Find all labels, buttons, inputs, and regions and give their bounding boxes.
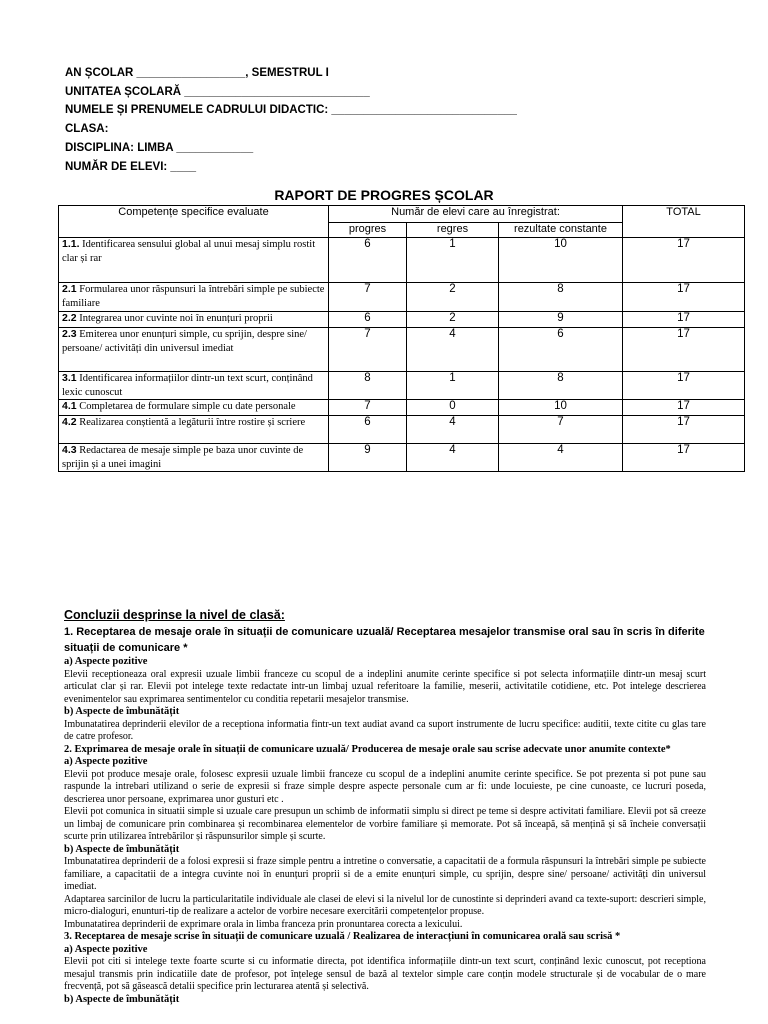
total-cell: 17: [623, 283, 745, 312]
regress-cell: 4: [407, 416, 499, 444]
report-title: RAPORT DE PROGRES ȘCOLAR: [274, 187, 494, 203]
constant-column-header: rezultate constante: [499, 223, 623, 238]
regress-cell: 4: [407, 444, 499, 472]
section-3-title: 3. Receptarea de mesaje scrise în situații de comunicare uzuală / Realizarea de interacțiuni în comunicarea orală sau scrisă *: [64, 931, 621, 942]
competence-code: 3.1: [62, 372, 77, 384]
section-2-positive-heading: a) Aspecte pozitive: [64, 756, 148, 767]
competence-code: 1.1.: [62, 238, 80, 250]
table-row: [59, 312, 745, 328]
competence-code: 2.3: [62, 328, 77, 340]
school-year-line: AN ȘCOLAR _________________, SEMESTRUL I: [65, 67, 329, 79]
conclusions-heading: Concluzii desprinse la nivel de clasă:: [64, 608, 285, 622]
discipline-line: DISCIPLINA: LIMBA ____________: [65, 141, 254, 154]
competence-cell: [59, 372, 329, 400]
progress-cell: 7: [329, 400, 407, 416]
section-2-positive-text: Elevii pot produce mesaje orale, folosesc expresii uzuale limbii franceze cu scopul de a indeplini anumite cerinte specifice. Se pot prezenta si pot pune sau raspunde la intrebari utilizand o serie de expresii si fraze simple despre aspecte personale cum ar fi: unde locuieste, pe cine cunoaste, ce lucruri poseda, descrierea unor persoane, exprimarea unor gusturi etc .: [64, 768, 706, 805]
table-row: [59, 238, 745, 283]
constant-cell: 7: [499, 416, 623, 444]
table-row: [59, 328, 745, 372]
progress-table: [58, 205, 745, 472]
competence-text: Identificarea informațiilor dintr-un text scurt, conținând lexic cunoscut: [62, 373, 313, 398]
constant-cell: 8: [499, 372, 623, 400]
section-1-positive-heading: a) Aspecte pozitive: [64, 656, 148, 667]
competence-code: 2.1: [62, 283, 77, 295]
progress-cell: 7: [329, 328, 407, 372]
total-cell: 17: [623, 444, 745, 472]
progress-cell: 8: [329, 372, 407, 400]
table-row: [59, 444, 745, 472]
student-count-group-header: Număr de elevi care au înregistrat:: [329, 206, 623, 223]
total-cell: 17: [623, 372, 745, 400]
progress-cell: 6: [329, 238, 407, 283]
total-cell: 17: [623, 400, 745, 416]
competence-cell: [59, 238, 329, 283]
competence-code: 2.2: [62, 312, 77, 324]
section-1-title: 1. Receptarea de mesaje orale în situații de comunicare uzuală/ Receptarea mesajelor transmise oral sau în scris în diferite situații de comunicare *: [64, 626, 705, 654]
table-row: [59, 400, 745, 416]
progress-column-header: progres: [329, 223, 407, 238]
student-count-line: NUMĂR DE ELEVI: ____: [65, 160, 197, 173]
section-1-positive-text: Elevii receptioneaza oral expresii uzuale limbii franceze cu scopul de a indeplini anumite cerinte specifice si pot selecta informațiile dintr-un mesaj scurt articulat clar și rar. Elevii pot intelege texte redactate intr-un limbaj uzual referitoare la familie, meserii, activitatile cotidiene, etc. Pot intelege descrierea evenimentelor sau exprimarea sentimentelor cu conditia repetarii mesajelor transmise.: [64, 668, 706, 705]
total-cell: 17: [623, 328, 745, 372]
competence-cell: [59, 400, 329, 416]
competence-cell: [59, 283, 329, 312]
section-2-improve-heading: b) Aspecte de îmbunătățit: [64, 843, 180, 855]
competence-cell: [59, 416, 329, 444]
competence-text: Identificarea sensului global al unui mesaj simplu rostit clar și rar: [62, 239, 316, 264]
constant-cell: 9: [499, 312, 623, 328]
regress-cell: 2: [407, 312, 499, 328]
competence-text: Integrarea unor cuvinte noi în enunțuri proprii: [76, 313, 273, 324]
section-2-positive-text: Elevii pot comunica in situatii simple si uzuale care presupun un schimb de informatii simplu si direct pe teme si despre activitati familiare. Elevii pot să creeze un limbaj de comunicare prin combinarea și recombinarea elementelor de vorbire familiare și memorate. Pot să înceapă, să mențină și să încheie conversații scurte prin utilizarea întrebărilor și răspunsurilor simple și scurte.: [64, 806, 706, 842]
section-3-positive-heading: a) Aspecte pozitive: [64, 943, 148, 955]
competence-text: Emiterea unor enunțuri simple, cu sprijin, despre sine/ persoane/ activități din universul imediat: [62, 329, 307, 354]
regress-cell: 2: [407, 283, 499, 312]
conclusions-section: [64, 608, 706, 1006]
report-header: [65, 64, 517, 176]
school-unit-line: UNITATEA ȘCOLARĂ _____________________________: [65, 85, 370, 98]
constant-cell: 10: [499, 400, 623, 416]
section-1-improve-text: Imbunatatirea deprinderii elevilor de a receptiona informatia fintr-un text audiat avand ca suport instrumente de lucru specifice: auditii, texte citite cu glas tare de catre profesor.: [64, 718, 706, 742]
section-2-title: 2. Exprimarea de mesaje orale în situații de comunicare uzuală/ Producerea de mesaje orale sau scrise adecvate unor anumite contexte*: [64, 743, 671, 755]
regress-cell: 4: [407, 328, 499, 372]
class-line: CLASA:: [65, 123, 109, 136]
competence-text: Completarea de formulare simple cu date personale: [76, 401, 296, 412]
progress-cell: 6: [329, 416, 407, 444]
teacher-name-line: NUMELE ȘI PRENUMELE CADRULUI DIDACTIC: _____________________________: [65, 104, 517, 117]
section-3-improve-heading: b) Aspecte de îmbunătățit: [64, 993, 180, 1005]
regress-cell: 0: [407, 400, 499, 416]
competence-cell: [59, 328, 329, 372]
regress-column-header: regres: [407, 223, 499, 238]
total-cell: 17: [623, 312, 745, 328]
progress-cell: 9: [329, 444, 407, 472]
competence-code: 4.3: [62, 444, 77, 456]
competence-column-header: Competențe specifice evaluate: [59, 206, 329, 238]
total-cell: 17: [623, 416, 745, 444]
table-row: [59, 416, 745, 444]
section-2-improve-text: Imbunatatirea deprinderii de exprimare orala in limba franceza prin pronuntarea corecta a lexicului.: [64, 918, 463, 930]
regress-cell: 1: [407, 238, 499, 283]
section-3-positive-text: Elevii pot citi si intelege texte foarte scurte si cu informatie directa, pot identifica informațiile dintr-un text scurt, conținând lexic cunoscut, pot receptiona mesajul transmis prin indicatiile date de profesor, pot înțelege sensul de bază al textelor simple care conțin modele structurale și de vocabular de o mare frecvență, pot să găsească detalii specifice prin lecturarea atentă și selectivă.: [64, 956, 706, 992]
constant-cell: 10: [499, 238, 623, 283]
competence-code: 4.1: [62, 400, 77, 412]
table-row: [59, 372, 745, 400]
constant-cell: 8: [499, 283, 623, 312]
competence-cell: [59, 444, 329, 472]
competence-text: Redactarea de mesaje simple pe baza unor cuvinte de sprijin și a unei imagini: [62, 445, 304, 470]
table-row: [59, 283, 745, 312]
section-2-improve-text: Imbunatatirea deprinderii de a folosi expresii si fraze simple pentru a intretine o conversatie, a capacitatii de a formula răspunsuri la întrebări simple pe subiecte familiare, a capacitatii de a integra cuvinte noi în enunțuri proprii si de a emite enunțuri simple, cu sprijin, despre sine/ persoane/ activități din universul imediat.: [64, 856, 706, 892]
competence-code: 4.2: [62, 416, 77, 428]
section-2-improve-text: Adaptarea sarcinilor de lucru la particularitatile individuale ale clasei de elevi si la nivelul lor de cunostinte si deprinderi avand ca texte-suport: descrieri simple, micro-dialoguri, enunturi-tip de realizare a actelor de vorbire necesare exercitării competențelor propuse.: [64, 893, 706, 917]
section-1-improve-heading: b) Aspecte de îmbunătățit: [64, 706, 180, 717]
competence-cell: [59, 312, 329, 328]
competence-text: Realizarea conștientă a legăturii între rostire și scriere: [76, 417, 306, 428]
constant-cell: 6: [499, 328, 623, 372]
competence-text: Formularea unor răspunsuri la întrebări simple pe subiecte familiare: [62, 284, 325, 309]
constant-cell: 4: [499, 444, 623, 472]
progress-cell: 7: [329, 283, 407, 312]
progress-cell: 6: [329, 312, 407, 328]
total-column-header: TOTAL: [623, 206, 745, 238]
regress-cell: 1: [407, 372, 499, 400]
total-cell: 17: [623, 238, 745, 283]
